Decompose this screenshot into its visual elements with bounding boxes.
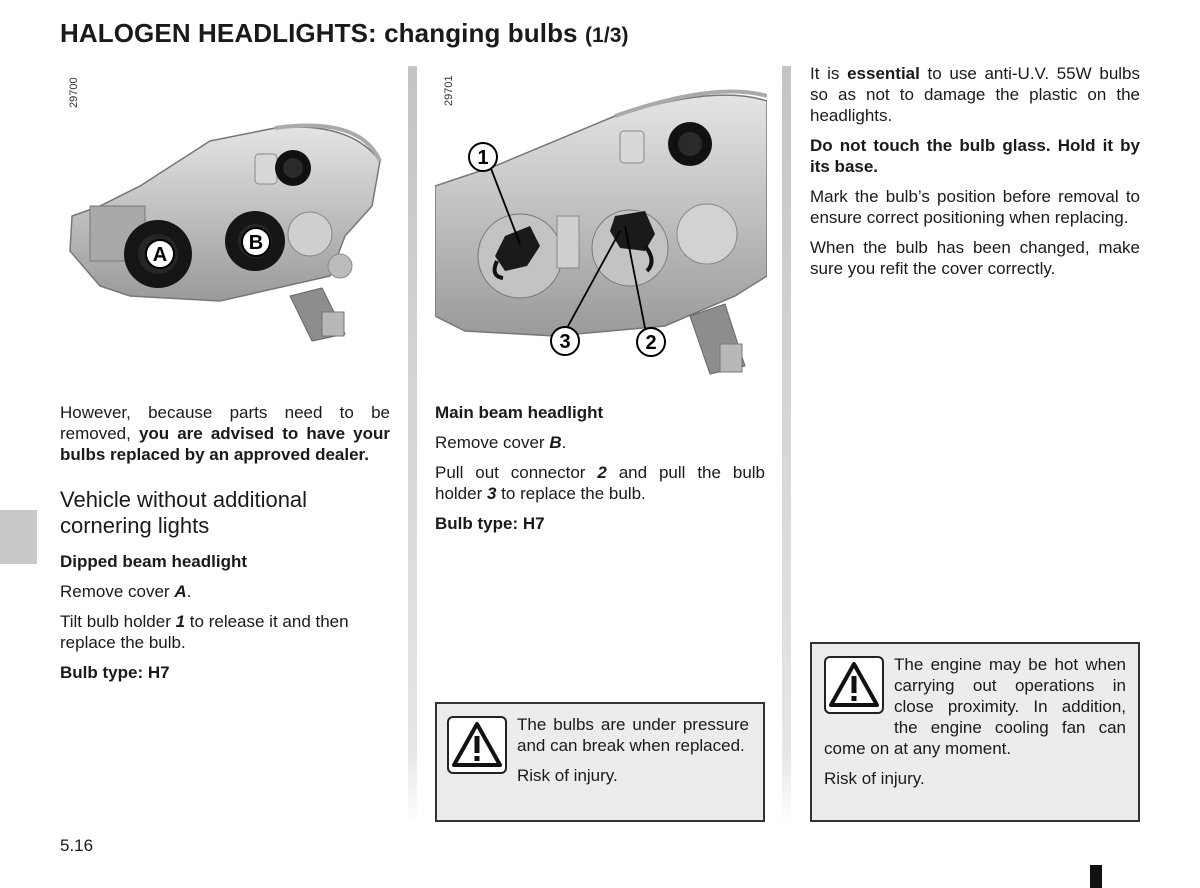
bulb-type-main-text: Bulb type: H7 [435, 514, 545, 533]
tilt-holder-step [60, 611, 390, 653]
intro-advice: you are advised to have your bulbs replaced by an approved dealer. [60, 424, 390, 464]
note-text: It is [810, 64, 848, 83]
title-text: HALOGEN HEADLIGHTS: changing bulbs [60, 18, 578, 48]
step-text-mid: and pull the bulb holder [435, 463, 766, 503]
intro-text: However, because parts need to be removed, [60, 403, 390, 443]
page-corner-mark [1090, 865, 1102, 888]
warning-engine-risk: Risk of injury. [824, 769, 925, 788]
figure-code-left: 29700 [68, 77, 80, 108]
step-punct: . [561, 433, 567, 452]
main-beam-heading-text: Main beam headlight [435, 403, 604, 422]
callout-1-label: 1 [477, 147, 489, 169]
dipped-beam-heading-text: Dipped beam headlight [60, 552, 248, 571]
cover-ref-b: B [549, 433, 562, 452]
headlight-figure-right [435, 66, 767, 386]
note-text-end: to use anti-U.V. 55W bulbs so as not to damage the plastic on the headlights. [810, 64, 1141, 125]
step-text-end: to release it and then replace the bulb. [60, 612, 349, 652]
warning-pressure-risk: Risk of injury. [517, 766, 618, 785]
connector-ref-2: 2 [597, 463, 607, 482]
note-emphasis: essential [847, 64, 920, 83]
page-title [60, 18, 629, 49]
column-separator-right [782, 66, 791, 826]
pull-connector-step [435, 462, 765, 504]
holder-ref-3: 3 [486, 484, 497, 503]
bulb-type-dipped [60, 662, 390, 683]
column-separator-left [408, 66, 417, 826]
holder-ref-1: 1 [175, 612, 186, 631]
column-left [60, 402, 390, 692]
step-text: Tilt bulb holder [60, 612, 176, 631]
refit-cover-note: When the bulb has been changed, make sure you refit the cover correctly. [810, 238, 1140, 278]
step-text: Pull out connector [435, 463, 598, 482]
section-tab [0, 510, 37, 564]
section-heading: Vehicle without additional cornering lights [60, 487, 308, 538]
step-punct: . [186, 582, 192, 601]
warning-engine-text: The engine may be hot when carrying out operations in close proximity. In addition, the engine cooling fan can come on at any moment. [824, 655, 1126, 758]
callout-b-label: B [248, 232, 264, 254]
page-number: 5.16 [60, 836, 94, 855]
main-beam-heading [435, 402, 765, 423]
callout-2-label: 2 [645, 332, 657, 354]
headlight-illustration-right [435, 66, 767, 386]
uv-bulbs-note [810, 63, 1140, 126]
headlight-illustration-left [60, 66, 390, 386]
remove-cover-a-step [60, 581, 390, 602]
warning-pressure-text: The bulbs are under pressure and can break when replaced. [517, 715, 749, 755]
step-text-end: to replace the bulb. [496, 484, 646, 503]
headlight-figure-left [60, 66, 390, 386]
warning-box-engine [810, 642, 1140, 822]
column-right [810, 63, 1140, 288]
warning-triangle-icon [447, 716, 507, 774]
bulb-type-main [435, 513, 765, 534]
warning-triangle-icon [824, 656, 884, 714]
remove-cover-b-step [435, 432, 765, 453]
figure-code-right: 29701 [443, 75, 455, 106]
callout-3-label: 3 [559, 331, 571, 353]
mark-position-note: Mark the bulb’s position before removal to ensure correct positioning when replacing. [810, 187, 1140, 227]
bulb-glass-warning-text: Do not touch the bulb glass. Hold it by its base. [810, 136, 1140, 176]
callout-a-label: A [152, 244, 168, 266]
warning-box-pressure [435, 702, 765, 822]
step-text: Remove cover [435, 433, 550, 452]
step-text: Remove cover [60, 582, 175, 601]
bulb-type-dipped-text: Bulb type: H7 [60, 663, 170, 682]
cover-ref-a: A [174, 582, 187, 601]
intro-paragraph [60, 402, 390, 465]
dipped-beam-heading [60, 551, 390, 572]
title-part: (1/3) [584, 24, 629, 47]
bulb-glass-warning [810, 135, 1140, 177]
column-middle [435, 402, 765, 543]
